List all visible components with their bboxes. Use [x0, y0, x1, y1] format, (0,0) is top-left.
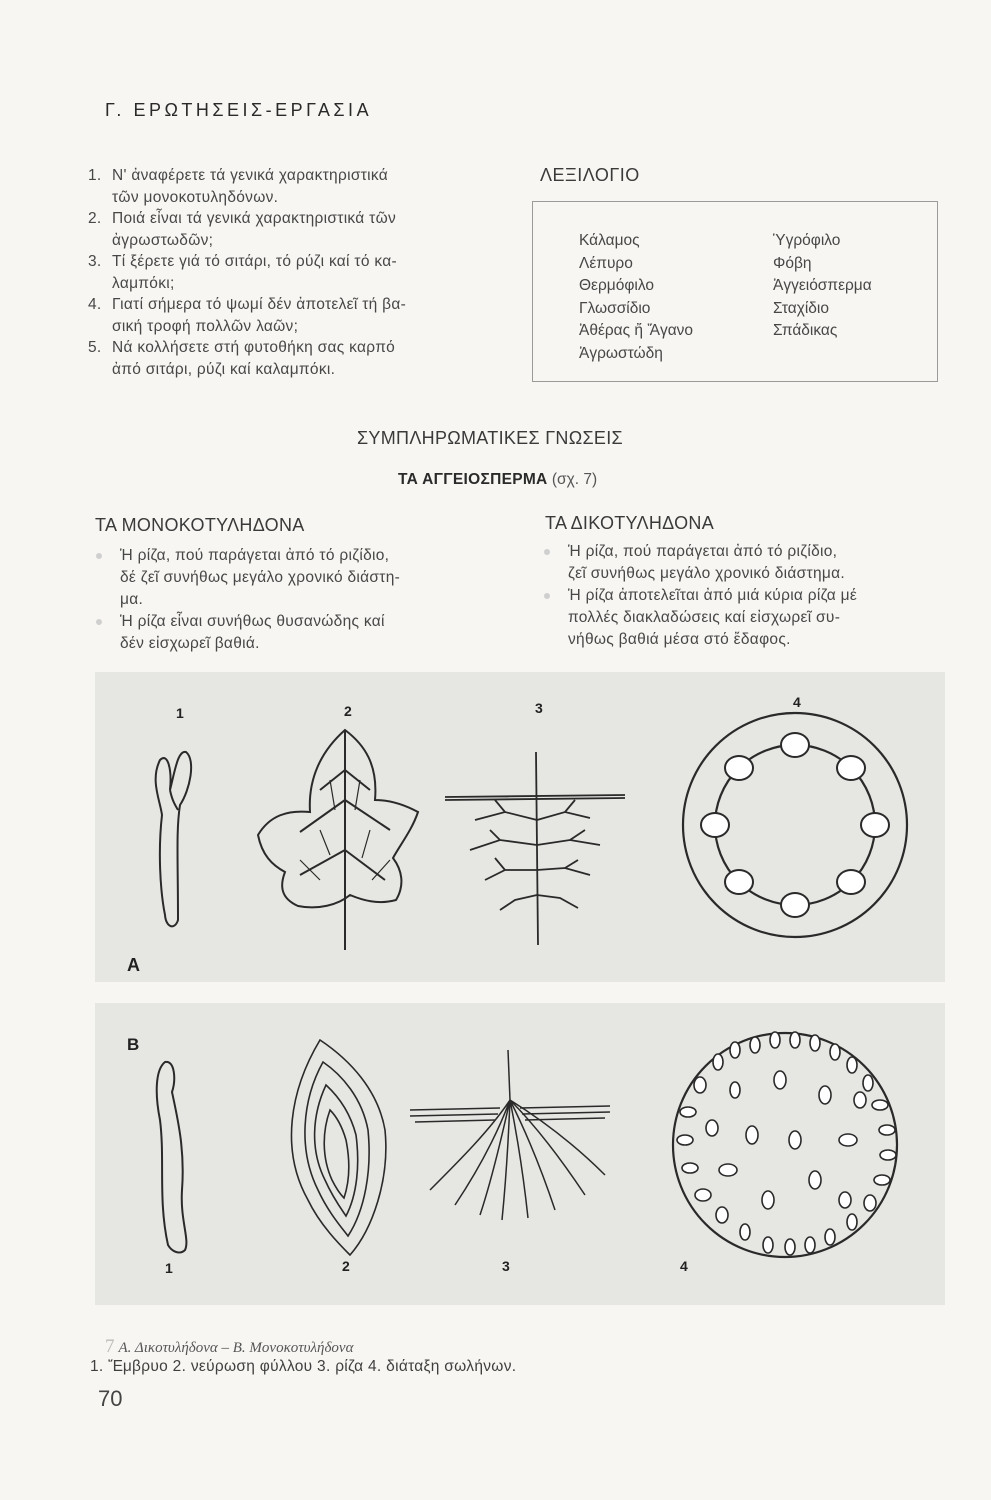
figure-a-number-4: 4	[793, 694, 801, 710]
dicots-title: ΤΑ ΔΙΚΟΤΥΛΗΔΟΝΑ	[545, 513, 714, 533]
figure-a-number-2: 2	[344, 703, 352, 719]
dicot-embryo-drawing	[156, 752, 192, 926]
question-item: 3. Τί ξέρετε γιά τό σιτάρι, τό ρύζι καί τό κα- λαμπόκι;	[88, 253, 397, 292]
page-heading: Γ. ΕΡΩΤΗΣΕΙΣ-ΕΡΓΑΣΙΑ	[105, 100, 373, 120]
figure-a-number-1: 1	[176, 705, 184, 721]
glossary-title: ΛΕΞΙΛΟΓΙΟ	[540, 165, 640, 185]
glossary-term: Θερμόφιλο	[579, 277, 654, 294]
panel-a-label: A	[127, 955, 140, 975]
glossary-term: Ὑγρόφιλο	[773, 232, 841, 249]
page-number: 70	[98, 1386, 123, 1411]
panel-b-label: B	[127, 1035, 140, 1054]
figure-number: 7	[105, 1336, 115, 1357]
list-item: Ἡ ρίζα εἶναι συνήθως θυσανώδης καί δέν εἰσχωρεῖ βαθιά.	[92, 611, 492, 655]
figure-b-number-3: 3	[502, 1258, 510, 1274]
glossary-term: Σπάδικας	[773, 322, 838, 339]
glossary-term: Ἀθέρας ἤ Ἄγανο	[579, 322, 694, 339]
list-item: Ἡ ρίζα, πού παράγεται ἀπό τό ριζίδιο, δέ ζεῖ συνήθως μεγάλο χρονικό διάστη- μα.	[92, 545, 492, 611]
dicot-taproot-drawing	[445, 752, 625, 945]
figure-legend: 1. Ἔμβρυο 2. νεύρωση φύλλου 3. ρίζα 4. διάταξη σωλήνων.	[90, 1358, 517, 1375]
glossary-term: Κάλαμος	[579, 232, 640, 249]
dicot-vascular-bundles-drawing	[683, 713, 907, 937]
monocot-leaf-drawing	[291, 1040, 385, 1255]
monocots-title: ΤΑ ΜΟΝΟΚΟΤΥΛΗΔΟΝΑ	[95, 515, 305, 535]
glossary-term: Ἀγρωστώδη	[579, 344, 663, 362]
glossary-term: Σταχίδιο	[773, 299, 829, 317]
monocot-fibrous-root-drawing	[410, 1050, 610, 1220]
question-item: 2. Ποιά εἶναι τά γενικά χαρακτηριστικά τῶν ἀγρωστωδῶν;	[88, 210, 397, 249]
glossary-term: Φόβη	[773, 254, 812, 272]
glossary-term: Ἀγγειόσπερμα	[773, 277, 872, 294]
monocot-scattered-bundles-drawing	[673, 1032, 897, 1257]
figure-b-number-4: 4	[680, 1258, 688, 1274]
figure-b-number-2: 2	[342, 1258, 350, 1274]
section-title: ΣΥΜΠΛΗΡΩΜΑΤΙΚΕΣ ΓΝΩΣΕΙΣ	[357, 428, 623, 448]
figure-b-number-1: 1	[165, 1260, 173, 1276]
question-item: 5. Νά κολλήσετε στή φυτοθήκη σας καρπό ἀπό σιτάρι, ρύζι καί καλαμπόκι.	[88, 339, 396, 378]
figure-a-number-3: 3	[535, 700, 543, 716]
subsection-title: ΤΑ ΑΓΓΕΙΟΣΠΕΡΜΑ (σχ. 7)	[398, 471, 598, 488]
list-item: Ἡ ρίζα, πού παράγεται ἀπό τό ριζίδιο, ζεῖ συνήθως μεγάλο χρονικό διάστημα.	[540, 541, 960, 585]
list-item: Ἡ ρίζα ἀποτελεῖται ἀπό μιά κύρια ρίζα μέ πολλές διακλαδώσεις καί εἰσχωρεῖ συ- νήθως βαθιά μέσα στό ἔδαφος.	[540, 585, 960, 651]
dicot-leaf-drawing	[258, 730, 418, 950]
monocot-embryo-drawing	[157, 1062, 187, 1253]
figure-caption: 7 Α. Δικοτυλήδονα – Β. Μονοκοτυλήδονα	[105, 1336, 354, 1357]
glossary-term: Λέπυρο	[579, 254, 633, 272]
figure-reference: (σχ. 7)	[551, 471, 598, 488]
glossary-term: Γλωσσίδιο	[579, 299, 651, 317]
question-item: 4. Γιατί σήμερα τό ψωμί δέν ἀποτελεῖ τή βα- σική τροφή πολλῶν λαῶν;	[88, 296, 407, 335]
question-item: 1. Ν' ἀναφέρετε τά γενικά χαρακτηριστικά τῶν μονοκοτυληδόνων.	[88, 167, 388, 206]
